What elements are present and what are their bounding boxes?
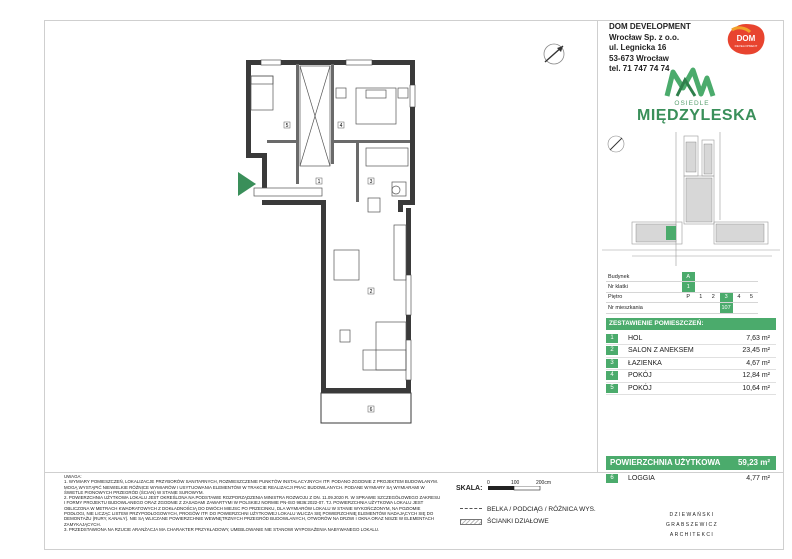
sheet-divider-vertical <box>597 20 598 472</box>
room-unit: m² <box>761 372 770 380</box>
info-value: A <box>682 272 695 282</box>
total-area-label: POWIERZCHNIA UŻYTKOWA <box>610 458 721 467</box>
walls-swatch-icon <box>460 519 482 525</box>
room-row <box>606 333 776 345</box>
dom-development-logo <box>724 22 768 56</box>
notes-block <box>64 474 442 532</box>
room-marker-2: 2 <box>369 289 373 295</box>
room-unit: m² <box>761 347 770 355</box>
total-area-value: 59,23 m² <box>737 458 770 467</box>
brand-prefix: OSIEDLE <box>674 100 710 107</box>
note-3: 3. PRZEDSTAWIONA NA RZUCIE ARANŻACJA MA CHARAKTER PRZYKŁADOWY, UMEBLOWANIE NIE STANOWI WYPOSAŻENIA NABYWANEGO LOKALU. <box>64 526 380 532</box>
room-unit: m² <box>761 384 770 392</box>
total-area-box <box>606 456 776 470</box>
company-street: ul. Legnicka 16 <box>609 43 667 52</box>
loggia-area: 4,77 <box>746 475 760 482</box>
beam-swatch-icon <box>460 508 482 512</box>
info-label: Nr klatki <box>606 282 682 292</box>
room-name: POKÓJ <box>628 384 652 392</box>
info-value: 1 <box>682 282 695 292</box>
room-row <box>606 358 776 370</box>
room-name: POKÓJ <box>628 372 652 380</box>
architect-stamp <box>650 510 734 540</box>
info-value: 2 <box>707 292 720 302</box>
scale-tick-200: 200cm <box>536 480 552 486</box>
north-arrow-icon <box>540 40 568 68</box>
room-row <box>606 370 776 382</box>
room-number: 3 <box>606 359 618 368</box>
info-value: 3 <box>720 292 733 302</box>
rooms-header: ZESTAWIENIE POMIESZCZEŃ: <box>606 318 776 330</box>
loggia-unit: m² <box>761 475 770 482</box>
info-value: 107 <box>720 303 733 313</box>
room-row <box>606 383 776 395</box>
room-unit: m² <box>761 359 770 367</box>
brand-mark-icon <box>637 66 747 100</box>
room-name: ŁAZIENKA <box>628 359 662 367</box>
info-label: Piętro <box>606 292 682 302</box>
scale-label: SKALA: <box>456 485 483 492</box>
room-area: 10,64 <box>742 384 760 392</box>
scale-bar <box>488 486 544 492</box>
company-name: DOM DEVELOPMENT <box>609 22 691 31</box>
info-value: 5 <box>745 292 758 302</box>
scale-tick-100: 100 <box>511 480 520 486</box>
company-phone: tel. 71 747 74 74 <box>609 64 670 73</box>
room-number: 2 <box>606 346 618 355</box>
info-row-apartment-number <box>606 303 758 313</box>
info-row-building <box>606 272 758 282</box>
info-value: 4 <box>733 292 746 302</box>
room-marker-5: 5 <box>285 123 289 129</box>
floor-plan <box>226 40 448 432</box>
scale-tick-0: 0 <box>487 480 490 486</box>
loggia-number: 6 <box>606 474 618 483</box>
room-area: 12,84 <box>742 372 760 380</box>
room-number: 5 <box>606 384 618 393</box>
loggia-name: LOGGIA <box>628 475 655 482</box>
site-plan <box>602 132 780 266</box>
architect-line-1: DZIEWAŃSKI <box>669 512 715 518</box>
room-area: 4,67 <box>746 359 760 367</box>
dom-logo-text: DOM <box>736 34 756 43</box>
room-name: HOL <box>628 335 643 342</box>
architect-line-3: ARCHITEKCI <box>669 532 715 538</box>
legend-beam-label: BELKA / PODCIĄG / RÓŻNICA WYS. <box>487 506 596 513</box>
dom-logo-sub: DEVELOPMENT <box>734 44 758 48</box>
note-2: 2. POWIERZCHNIA UŻYTKOWA LOKALU JEST OKREŚLONA NA PODSTAWIE ROZPORZĄDZENIA MINISTRA ROZWOJU Z DN. 11.09.2020 R. W SPRAWIE SZCZEGÓŁOWEGO ZAKRESU I FORMY PROJEKTU BUDOWLANEGO ORAZ ZGODNIE Z ZASADAMI ZAWARTYMI W POLSKIEJ NORMIE PN-ISO 9836:2022-07. TJ. POWIERZCHNIA UŻYTKOWA LOKALU JEST OBLICZONA W METRACH KWADRATOWYCH Z DOKŁADNOŚCIĄ DO DWÓCH MIEJSC PO PRZECINKU, DLA WYMIARÓW LOKALU W STANIE WYKOŃCZONYM, NA POZIOMIE PODŁOGI, NIE LICZĄC LISTEW PRZYPODŁOGOWYCH, PROGÓW ITP. DO POWIERZCHNI UŻYTKOWEJ LOKALU WLICZA SIĘ POWIERZCHNIĘ ELEMENTÓW NADAJĄCYCH SIĘ DO DEMONTAŻU (RURY, KANAŁY). NIE SĄ WLICZANE POWIERZCHNIE WEWNĘTRZNYCH PRZEGRÓD BUDOWLANYCH, OTWORÓW NA DRZWI I OKNA ORAZ NISZE W ELEMENTACH ZAMYKAJĄCYCH. <box>64 495 441 527</box>
info-label: Nr mieszkania <box>606 303 682 313</box>
osiedle-brand-logo <box>637 66 758 128</box>
room-number: 4 <box>606 371 618 380</box>
info-row-floor <box>606 292 758 302</box>
room-marker-1: 1 <box>317 179 321 185</box>
legend-walls-label: ŚCIANKI DZIAŁOWE <box>487 518 549 525</box>
entrance-arrow-icon <box>238 172 256 196</box>
room-row <box>606 345 776 357</box>
room-area: 7,63 <box>746 335 760 342</box>
info-label: Budynek <box>606 272 682 282</box>
room-number: 1 <box>606 334 618 343</box>
company-entity: Wrocław Sp. z o.o. <box>609 32 680 42</box>
info-value: 1 <box>695 292 708 302</box>
room-unit: m² <box>761 335 770 342</box>
loggia-row <box>606 473 776 484</box>
info-row-staircase <box>606 282 758 292</box>
brand-name: MIĘDZYLESKA <box>637 107 758 124</box>
apartment-info-table <box>606 272 758 314</box>
notes-title: UWAGA: <box>64 474 82 479</box>
architect-line-2: GRABSZEWICZ <box>665 522 719 528</box>
info-value: P <box>682 292 695 302</box>
room-marker-3: 3 <box>369 179 373 185</box>
note-1: 1. WYMIARY POMIESZCZEŃ, LOKALIZACJE PRZYBORÓW SANITARNYCH, ROZMIESZCZENIE PUNKTÓW INSTALACYJNYCH ITP. PODANO ZGODNIE Z PROJEKTEM BUDOWLANYM. MOGĄ WYSTĄPIĆ NIEWIELKIE RÓŻNICE WYMIARÓW I USYTUOWANIA ELEMENTÓW W TRAKCIE REALIZACJI PRAC BUDOWLANYCH. PODANE WYMIARY SĄ WYMIARAMI W ŚWIETLE PIONOWYCH PRZEGRÓD (ŚCIAN) W STANIE SUROWYM. <box>64 479 439 495</box>
room-marker-6: 6 <box>369 407 373 413</box>
room-name: SALON Z ANEKSEM <box>628 347 694 355</box>
company-city: 53-673 Wrocław <box>609 53 669 63</box>
rooms-list <box>606 333 776 395</box>
room-area: 23,45 <box>742 347 760 355</box>
room-marker-4: 4 <box>339 123 343 129</box>
